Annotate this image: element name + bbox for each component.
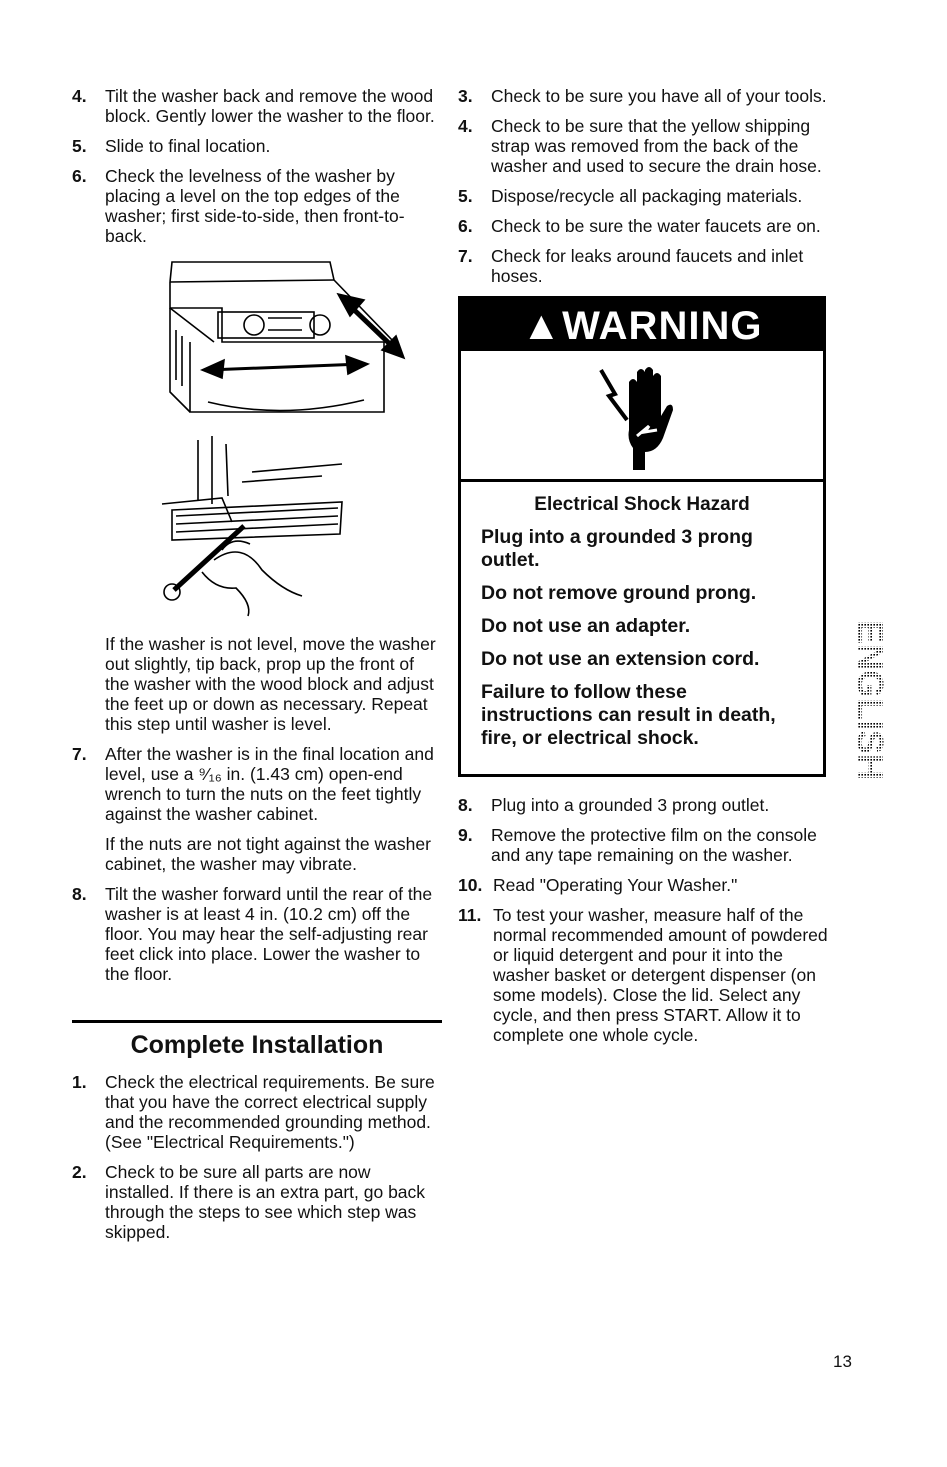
language-tab-graphic [836, 605, 891, 795]
nuts-paragraph: If the nuts are not tight against the washer cabinet, the washer may vibrate. [105, 834, 431, 874]
step-item [72, 1072, 442, 1152]
step-text: Remove the protective film on the console and any tape remaining on the washer. [491, 825, 817, 865]
step-number: 5. [458, 186, 473, 206]
step-number: 7. [72, 744, 87, 764]
step-item [458, 875, 828, 895]
language-side-tab [836, 605, 891, 795]
step-number: 11. [458, 905, 482, 925]
language-tab-text: ENGLISH [850, 619, 891, 781]
step-number: 8. [458, 795, 473, 815]
step-number: 10. [458, 875, 483, 895]
section-divider [72, 1020, 442, 1023]
step-item [458, 795, 828, 815]
warning-header [461, 299, 823, 351]
electrical-shock-hand-icon [597, 360, 687, 470]
step-text: Check for leaks around faucets and inlet hoses. [491, 246, 804, 286]
step-number: 5. [72, 136, 87, 156]
warning-body [461, 482, 823, 774]
step-text: Read "Operating Your Washer." [493, 875, 738, 895]
warning-line: Do not use an adapter. [481, 615, 691, 637]
step-number: 7. [458, 246, 473, 266]
step-number: 9. [458, 825, 473, 845]
step-number: 4. [72, 86, 87, 106]
level-paragraph: If the washer is not level, move the washer out slightly, tip back, prop up the front of the washer with the wood block and adjust the feet up or down as necessary. Repeat this step until washer is level. [105, 634, 436, 734]
washer-leveling-illustration [162, 260, 422, 620]
step-text: Check to be sure the water faucets are on. [491, 216, 821, 236]
step-item [458, 186, 828, 206]
warning-line: Failure to follow these instructions can result in death, fire, or electrical shock. [481, 681, 776, 749]
step-text: Plug into a grounded 3 prong outlet. [491, 795, 770, 815]
step-text: Tilt the washer back and remove the wood block. Gently lower the washer to the floor. [105, 86, 435, 126]
warning-line: Do not remove ground prong. [481, 582, 757, 604]
step-number: 8. [72, 884, 87, 904]
step-number: 6. [458, 216, 473, 236]
page-number: 13 [833, 1352, 852, 1371]
step-item [458, 905, 828, 1045]
step-text: After the washer is in the final location and level, use a ⁹⁄₁₆ in. (1.43 cm) open-end wrench to turn the nuts on the feet tightly against the washer cabinet. [105, 744, 434, 824]
step-item [458, 246, 828, 286]
warning-line: Plug into a grounded 3 prong outlet. [481, 526, 753, 571]
step-item [72, 1162, 442, 1242]
step-text: Check the electrical requirements. Be sure that you have the correct electrical supply and the recommended grounding method. (See "Electrical Requirements.") [105, 1072, 435, 1152]
left-column [72, 86, 442, 1252]
step-item [458, 116, 828, 176]
warning-triangle-icon: ▲ [521, 304, 563, 348]
step-number: 2. [72, 1162, 87, 1182]
step-text: Dispose/recycle all packaging materials. [491, 186, 803, 206]
step-number: 1. [72, 1072, 87, 1092]
step-item [72, 136, 442, 156]
step-number: 4. [458, 116, 473, 136]
step-text: Slide to final location. [105, 136, 271, 156]
section-title: Complete Installation [130, 1031, 384, 1059]
step-text: Check to be sure all parts are now installed. If there is an extra part, go back through the steps to see which step was skipped. [105, 1162, 426, 1242]
step-text: Check the levelness of the washer by placing a level on the top edges of the washer; first side-to-side, then front-to-back. [105, 166, 405, 246]
step-item [72, 744, 442, 824]
step-item [72, 884, 442, 984]
step-item [458, 216, 828, 236]
step-item [458, 86, 828, 106]
step-item [72, 86, 442, 126]
warning-header-text: WARNING [562, 304, 763, 348]
step-number: 3. [458, 86, 473, 106]
washer-level-wrench-icon [162, 260, 422, 620]
step-text: Check to be sure that the yellow shipping strap was removed from the back of the washer and used to secure the drain hose. [491, 116, 822, 176]
step-text: Check to be sure you have all of your tools. [491, 86, 827, 106]
step-text: Tilt the washer forward until the rear of the washer is at least 4 in. (10.2 cm) off the floor. You may hear the self-adjusting rear feet click into place. Lower the washer to the floor. [105, 884, 433, 984]
right-column [458, 86, 828, 1055]
warning-box [458, 296, 826, 777]
step-number: 6. [72, 166, 87, 186]
hazard-title: Electrical Shock Hazard [534, 494, 750, 515]
step-text: To test your washer, measure half of the normal recommended amount of powdered or liquid detergent and pour it into the washer basket or detergent dispenser (on some models). Close the lid. Select any cycle, and then press START. Allow it to complete one whole cycle. [493, 905, 828, 1045]
warning-line: Do not use an extension cord. [481, 648, 760, 670]
step-item [72, 166, 442, 246]
warning-icon-area [461, 351, 823, 482]
step-item [458, 825, 828, 865]
